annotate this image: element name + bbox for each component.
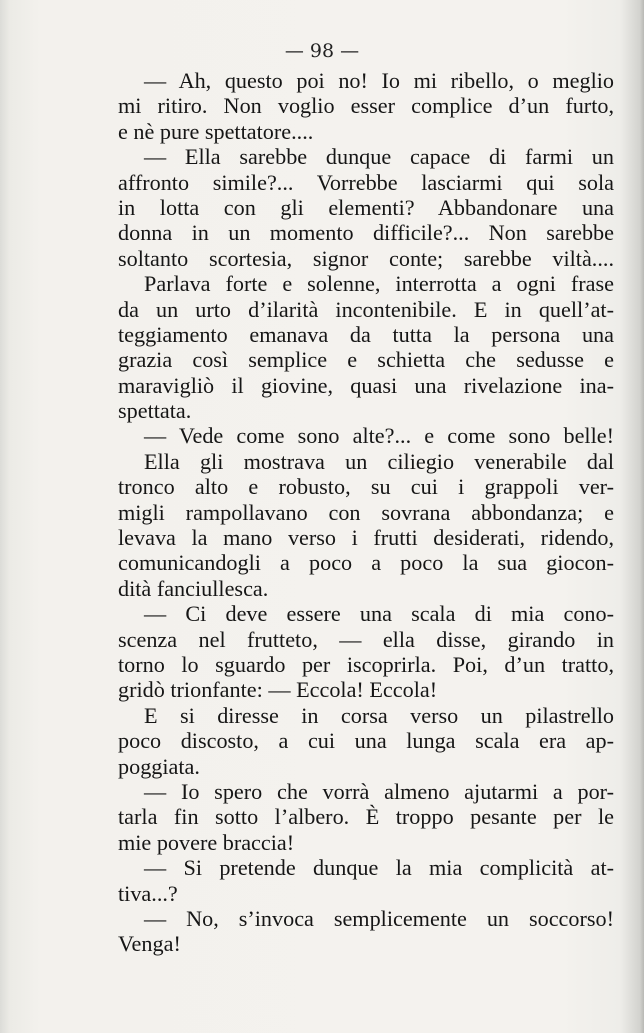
text-line: tiva...?: [118, 880, 178, 906]
text-line: — No, s’invoca semplicemente un soccorso!: [144, 905, 614, 931]
text-line: — Ci deve essere una scala di mia cono-: [144, 601, 614, 627]
text-line: levava la mano verso i frutti desiderati, ridendo,: [118, 525, 614, 551]
text-line: mie povere braccia!: [118, 829, 295, 855]
text-line: poggiata.: [118, 753, 200, 779]
body-text: [118, 68, 614, 957]
text-line: dità fanciullesca.: [118, 575, 269, 601]
page-number: — 98 —: [284, 40, 360, 62]
text-line: tarla fin sotto l’albero. È troppo pesante per le: [118, 804, 614, 830]
text-line: teggiamento emanava da tutta la persona una: [118, 321, 614, 347]
text-line: affronto simile?... Vorrebbe lasciarmi qui sola: [118, 169, 614, 195]
text-line: da un urto d’ilarità incontenibile. E in quell’at-: [118, 296, 614, 322]
text-line: Venga!: [118, 931, 181, 957]
text-line: scenza nel frutteto, — ella disse, girando in: [118, 626, 614, 652]
text-line: Ella gli mostrava un ciliegio venerabile dal: [144, 448, 614, 474]
text-line: e nè pure spettatore....: [118, 118, 314, 144]
text-line: torno lo sguardo per iscoprirla. Poi, d’un tratto,: [118, 651, 614, 677]
text-line: soltanto scortesia, signor conte; sarebbe viltà....: [118, 245, 614, 271]
text-line: in lotta con gli elementi? Abbandonare una: [118, 194, 614, 220]
text-line: — Ah, questo poi no! Io mi ribello, o meglio: [144, 68, 614, 93]
text-line: E si diresse in corsa verso un pilastrello: [144, 702, 614, 728]
text-line: Parlava forte e solenne, interrotta a ogni frase: [144, 271, 614, 297]
text-line: — Si pretende dunque la mia complicità at-: [144, 855, 614, 881]
text-line: migli rampollavano con sovrana abbondanza; e: [118, 499, 614, 525]
text-line: donna in un momento difficile?... Non sarebbe: [118, 220, 614, 246]
text-line: — Ella sarebbe dunque capace di farmi un: [144, 144, 614, 170]
text-line: spettata.: [118, 398, 192, 424]
text-line: gridò trionfante: — Eccola! Eccola!: [118, 677, 438, 703]
text-line: poco discosto, a cui una lunga scala era ap-: [118, 728, 614, 754]
text-line: tronco alto e robusto, su cui i grappoli ver-: [118, 474, 614, 500]
text-line: maravigliò il giovine, quasi una rivelazione ina-: [118, 372, 614, 398]
text-line: grazia così semplice e schietta che sedusse e: [118, 347, 614, 373]
text-line: mi ritiro. Non voglio esser complice d’un furto,: [118, 93, 614, 119]
text-line: comunicandogli a poco a poco la sua giocon-: [118, 550, 614, 576]
text-line: — Io spero che vorrà almeno ajutarmi a por-: [144, 778, 614, 804]
text-line: — Vede come sono alte?... e come sono belle!: [144, 423, 614, 449]
